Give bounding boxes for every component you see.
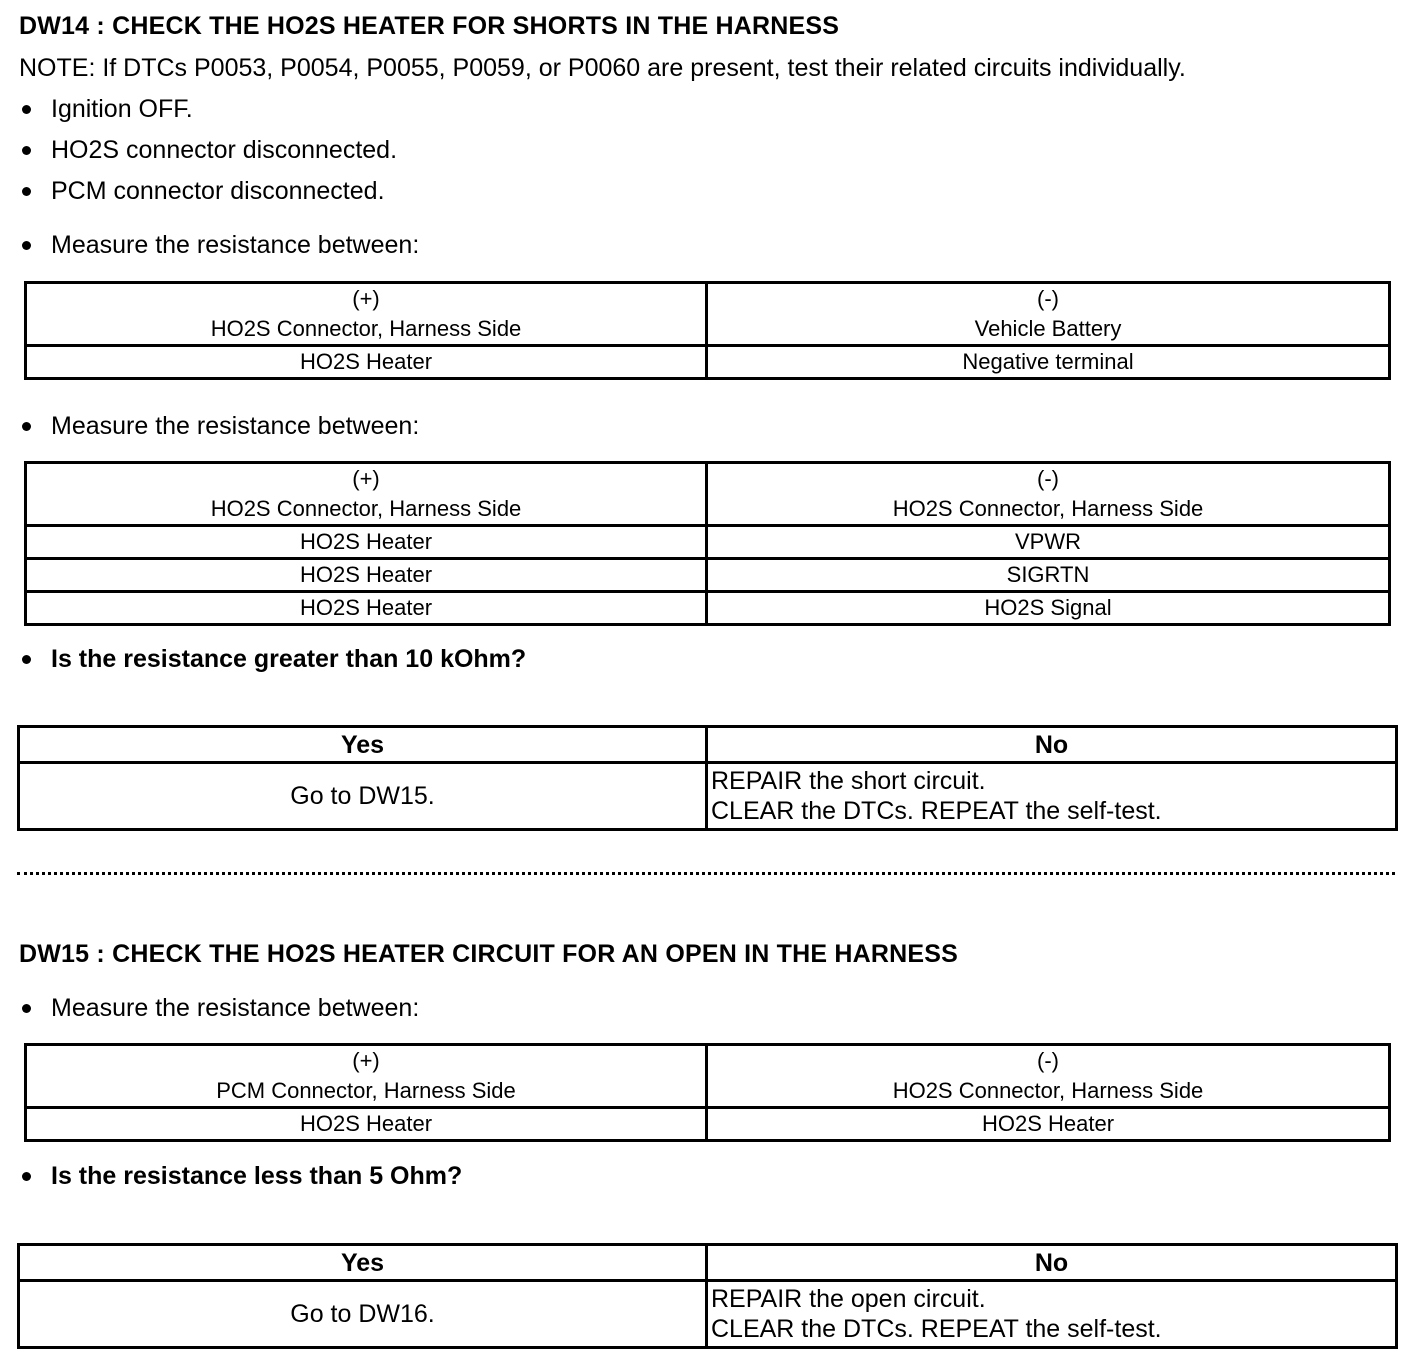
resistance-table-3	[24, 1043, 1391, 1142]
plus-sign: (+)	[352, 1048, 380, 1073]
bullet-icon	[22, 655, 31, 664]
minus-header-cell	[707, 463, 1390, 526]
no-header: No	[707, 1245, 1397, 1281]
no-action-line: REPAIR the short circuit.	[711, 767, 986, 795]
plus-header: HO2S Connector, Harness Side	[210, 316, 522, 341]
no-action	[707, 1281, 1397, 1348]
condition-text: HO2S connector disconnected.	[51, 136, 398, 164]
measure-text: Measure the resistance between:	[51, 412, 420, 440]
table-row	[19, 1281, 1397, 1348]
answer-table-dw15	[17, 1243, 1398, 1349]
plus-header: PCM Connector, Harness Side	[216, 1078, 516, 1103]
bullet-icon	[22, 146, 31, 155]
measure-text: Measure the resistance between:	[51, 231, 420, 259]
table-row	[26, 526, 1390, 559]
bullet-icon	[22, 241, 31, 250]
table-row	[19, 763, 1397, 830]
minus-header: HO2S Connector, Harness Side	[892, 496, 1204, 521]
minus-cell: HO2S Heater	[707, 1108, 1390, 1141]
minus-header-cell	[707, 283, 1390, 346]
no-header: No	[707, 727, 1397, 763]
minus-sign: (-)	[1037, 286, 1059, 311]
plus-cell: HO2S Heater	[26, 1108, 707, 1141]
plus-cell: HO2S Heater	[26, 559, 707, 592]
question-text: Is the resistance less than 5 Ohm?	[51, 1162, 463, 1190]
dw14-title: DW14 : CHECK THE HO2S HEATER FOR SHORTS IN THE HARNESS	[19, 12, 840, 40]
condition-text: Ignition OFF.	[51, 95, 193, 123]
bullet-icon	[22, 1172, 31, 1181]
measure-text: Measure the resistance between:	[51, 994, 420, 1022]
plus-header-cell	[26, 463, 707, 526]
answer-table-dw14	[17, 725, 1398, 831]
plus-cell: HO2S Heater	[26, 592, 707, 625]
resistance-table-2	[24, 461, 1391, 626]
plus-cell: HO2S Heater	[26, 526, 707, 559]
table-row	[26, 559, 1390, 592]
no-action-line: CLEAR the DTCs. REPEAT the self-test.	[711, 1315, 1162, 1343]
no-action-line: CLEAR the DTCs. REPEAT the self-test.	[711, 797, 1162, 825]
bullet-icon	[22, 105, 31, 114]
section-divider	[17, 872, 1395, 875]
resistance-table-1	[24, 281, 1391, 380]
table-row	[26, 346, 1390, 379]
yes-header: Yes	[19, 1245, 707, 1281]
plus-cell: HO2S Heater	[26, 346, 707, 379]
bullet-icon	[22, 422, 31, 431]
plus-sign: (+)	[352, 286, 380, 311]
no-action	[707, 763, 1397, 830]
question-text: Is the resistance greater than 10 kOhm?	[51, 645, 527, 673]
condition-text: PCM connector disconnected.	[51, 177, 385, 205]
plus-header-cell	[26, 283, 707, 346]
minus-header: HO2S Connector, Harness Side	[892, 1078, 1204, 1103]
minus-cell: SIGRTN	[707, 559, 1390, 592]
yes-action: Go to DW15.	[19, 763, 707, 830]
dw14-note: NOTE: If DTCs P0053, P0054, P0055, P0059, or P0060 are present, test their related circuits individually.	[19, 54, 1186, 82]
table-row	[26, 592, 1390, 625]
table-row	[26, 1108, 1390, 1141]
minus-cell: HO2S Signal	[707, 592, 1390, 625]
minus-header-cell	[707, 1045, 1390, 1108]
bullet-icon	[22, 1004, 31, 1013]
minus-cell: VPWR	[707, 526, 1390, 559]
yes-action: Go to DW16.	[19, 1281, 707, 1348]
dw15-title: DW15 : CHECK THE HO2S HEATER CIRCUIT FOR AN OPEN IN THE HARNESS	[19, 940, 959, 968]
minus-header: Vehicle Battery	[974, 316, 1122, 341]
bullet-icon	[22, 187, 31, 196]
yes-header: Yes	[19, 727, 707, 763]
minus-cell: Negative terminal	[707, 346, 1390, 379]
no-action-line: REPAIR the open circuit.	[711, 1285, 986, 1313]
minus-sign: (-)	[1037, 1048, 1059, 1073]
plus-header-cell	[26, 1045, 707, 1108]
plus-header: HO2S Connector, Harness Side	[210, 496, 522, 521]
minus-sign: (-)	[1037, 466, 1059, 491]
plus-sign: (+)	[352, 466, 380, 491]
